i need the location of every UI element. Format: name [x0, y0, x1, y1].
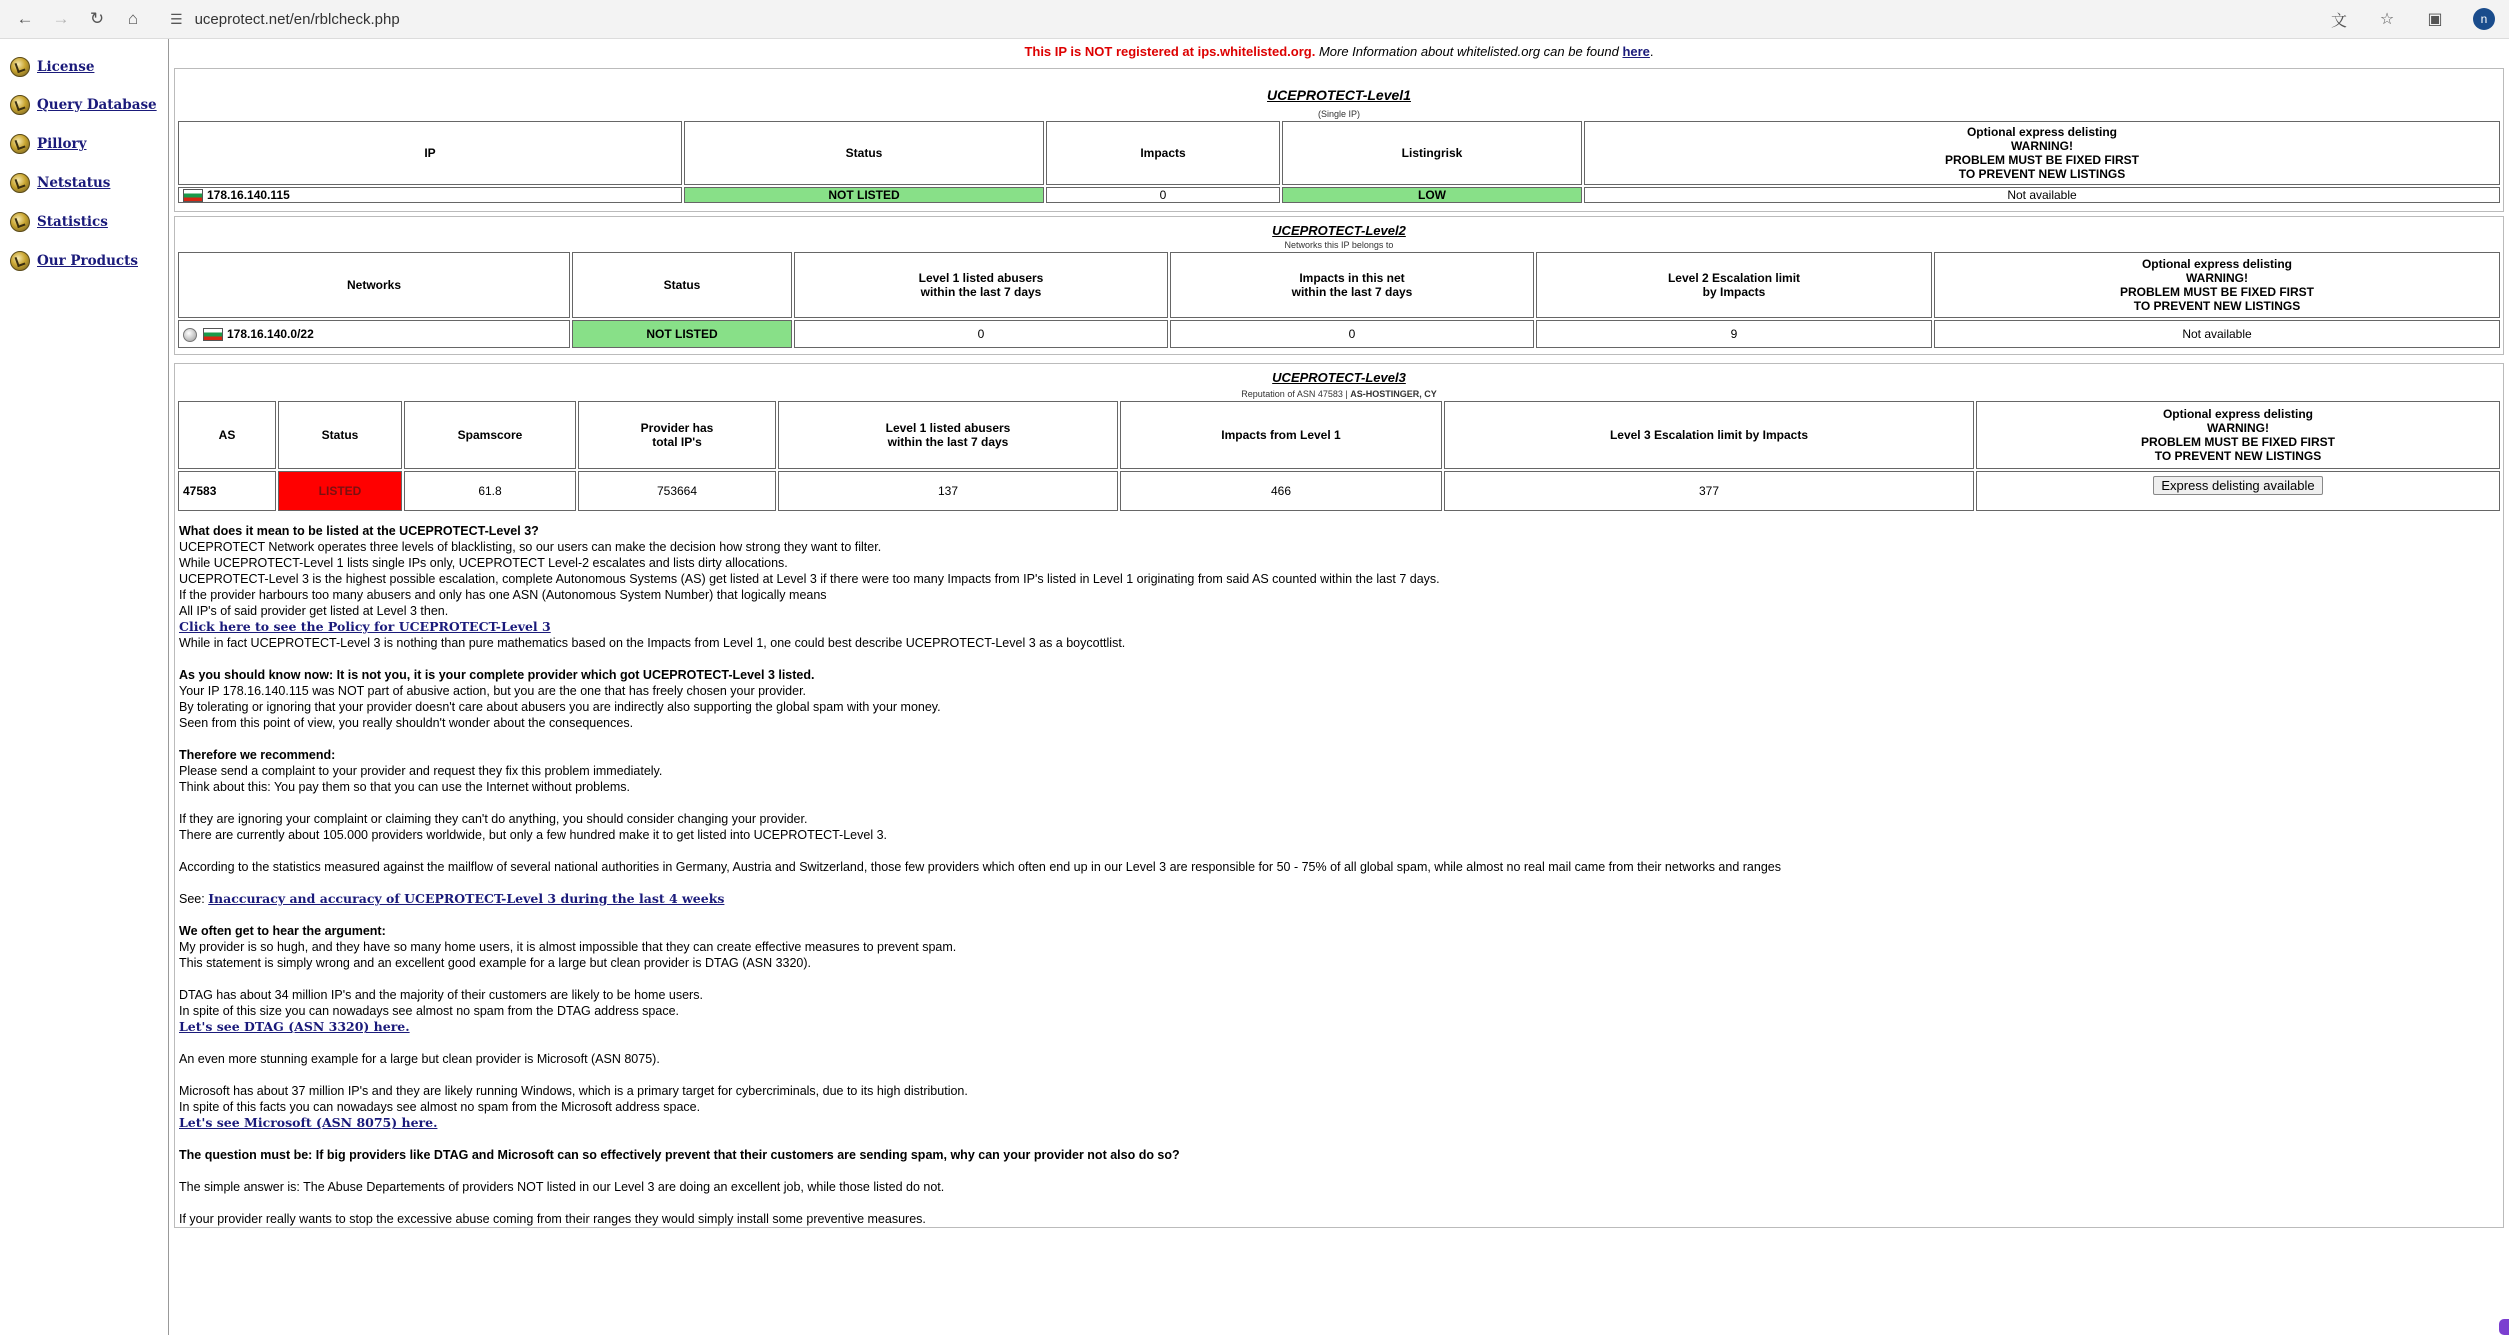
level3-header-optional-line3: PROBLEM MUST BE FIXED FIRST	[2140, 435, 2335, 450]
level3-escalation-value: 377	[1444, 471, 1974, 511]
express-delisting-button[interactable]: Express delisting available	[2153, 476, 2322, 495]
level2-escalation-value: 9	[1536, 320, 1932, 348]
level1-optional-value: Not available	[1584, 187, 2500, 203]
coin-checkmark-icon	[10, 173, 30, 193]
see-label: See:	[179, 892, 209, 907]
level1-header-listingrisk: Listingrisk	[1282, 121, 1582, 185]
explanation-heading-4: We often get to hear the argument:	[179, 924, 386, 939]
explanation-p1b: While in fact UCEPROTECT-Level 3 is nothing than pure mathematics based on the Impacts from Level 1, one could best describe UCEPROTECT-Level 3 as a boycottlist.	[179, 636, 1126, 651]
explanation-p7-line2: In spite of this size you can nowadays see almost no spam from the DTAG address space.	[179, 1004, 680, 1019]
level3-status-badge: LISTED	[278, 471, 402, 511]
level3-table	[176, 399, 2502, 513]
main-content	[174, 39, 2504, 1335]
explanation-p6-line1: My provider is so hugh, and they have so many home users, it is almost impossible that they can create effective measures to prevent spam.	[179, 940, 957, 955]
explanation-p9-line1: Microsoft has about 37 million IP's and they are likely running Windows, which is a primary target for cybercriminals, due to its high distribution.	[179, 1084, 968, 1099]
level1-table	[176, 119, 2502, 205]
level2-header-l1-abusers-line1: Level 1 listed abusers	[918, 271, 1044, 286]
level2-header-optional-line3: PROBLEM MUST BE FIXED FIRST	[2119, 285, 2314, 300]
level2-header-escalation	[1536, 252, 1932, 318]
sidebar-link-our-products[interactable]: Our Products	[37, 253, 138, 269]
sidebar-item-our-products[interactable]	[0, 249, 168, 273]
whitelist-notice-end: .	[1649, 44, 1654, 59]
whitelist-here-link[interactable]: here	[1622, 44, 1650, 59]
level1-ip-cell	[178, 187, 682, 203]
level3-l1-abusers-value: 137	[778, 471, 1118, 511]
explanation-heading-3: Therefore we recommend:	[179, 748, 336, 763]
explanation-p10: The simple answer is: The Abuse Departements of providers NOT listed in our Level 3 are doing an excellent job, while those listed do not.	[179, 1180, 945, 1195]
level3-header-escalation: Level 3 Escalation limit by Impacts	[1444, 401, 1974, 469]
explanation-p4-line2: There are currently about 105.000 providers worldwide, but only a few hundred make it to get listed into UCEPROTECT-Level 3.	[179, 828, 887, 843]
level2-table	[176, 250, 2502, 350]
level1-status-badge: NOT LISTED	[684, 187, 1044, 203]
level1-impacts-value: 0	[1046, 187, 1280, 203]
sidebar-link-netstatus[interactable]: Netstatus	[37, 175, 111, 191]
coin-checkmark-icon	[10, 95, 30, 115]
bulgaria-flag-icon	[203, 328, 223, 341]
site-info-icon[interactable]: ☰	[170, 10, 183, 27]
level3-header-provider-ips-line2: total IP's	[652, 435, 702, 450]
accuracy-link[interactable]: Inaccuracy and accuracy of UCEPROTECT-Level 3 during the last 4 weeks	[208, 891, 725, 907]
level2-status-badge: NOT LISTED	[572, 320, 792, 348]
level2-header-networks: Networks	[178, 252, 570, 318]
level3-header-status: Status	[278, 401, 402, 469]
level3-header-spamscore: Spamscore	[404, 401, 576, 469]
explanation-p3-line2: Think about this: You pay them so that you can use the Internet without problems.	[179, 780, 630, 795]
level2-header-impacts	[1170, 252, 1534, 318]
translate-icon[interactable]: 文	[2330, 12, 2347, 30]
microsoft-link[interactable]: Let's see Microsoft (ASN 8075) here.	[179, 1115, 438, 1131]
level2-header-impacts-line2: within the last 7 days	[1291, 285, 1413, 300]
level2-header-l1-abusers	[794, 252, 1168, 318]
sidebar-item-statistics[interactable]	[0, 210, 168, 234]
level3-header-optional-line4: TO PREVENT NEW LISTINGS	[2154, 449, 2322, 464]
level3-header-l1-abusers-line1: Level 1 listed abusers	[885, 421, 1011, 436]
level3-header-l1-abusers-line2: within the last 7 days	[887, 435, 1009, 450]
sidebar-link-pillory[interactable]: Pillory	[37, 136, 87, 152]
level2-network-cell	[178, 320, 570, 348]
bulgaria-flag-icon	[183, 189, 203, 202]
level1-header-optional-line2: WARNING!	[2011, 139, 2073, 153]
level2-panel	[174, 216, 2504, 355]
level3-impacts-value: 466	[1120, 471, 1442, 511]
sidebar-nav	[0, 39, 169, 1335]
table-row	[178, 187, 2500, 203]
explanation-p4-line1: If they are ignoring your complaint or claiming they can't do anything, you should consider changing your provider.	[179, 812, 808, 827]
explanation-p1-line4: If the provider harbours too many abusers and only has one ASN (Autonomous System Number) that logically means	[179, 588, 827, 603]
level2-impacts-value: 0	[1170, 320, 1534, 348]
explanation-p2-line3: Seen from this point of view, you really shouldn't wonder about the consequences.	[179, 716, 634, 731]
level3-as-value: 47583	[178, 471, 276, 511]
whitelist-notice-warning: This IP is NOT registered at ips.whitelisted.org.	[1024, 44, 1316, 59]
whitelist-notice	[174, 44, 2504, 60]
level2-optional-value: Not available	[1934, 320, 2500, 348]
level1-panel	[174, 68, 2504, 212]
level3-explanation	[175, 523, 2503, 1227]
level2-header-optional-line2: WARNING!	[2186, 271, 2248, 286]
level3-spamscore-value: 61.8	[404, 471, 576, 511]
home-icon[interactable]: ⌂	[127, 9, 139, 28]
sidebar-item-query-database[interactable]	[0, 93, 168, 117]
level3-header-l1-abusers	[778, 401, 1118, 469]
level2-header-escalation-line1: Level 2 Escalation limit	[1667, 271, 1801, 286]
whitelist-notice-info: More Information about whitelisted.org can be found	[1315, 44, 1623, 59]
sidebar-item-pillory[interactable]	[0, 132, 168, 156]
explanation-p2-line2: By tolerating or ignoring that your provider doesn't care about abusers you are indirectly also supporting the global spam with your money.	[179, 700, 941, 715]
level1-header-optional-line1: Optional express delisting	[1966, 125, 2118, 139]
explanation-p3-line1: Please send a complaint to your provider and request they fix this problem immediately.	[179, 764, 663, 779]
level3-subtitle-prefix: Reputation of ASN 47583 |	[1241, 389, 1351, 400]
level2-header-l1-abusers-line2: within the last 7 days	[920, 285, 1042, 300]
explanation-p1-line2: While UCEPROTECT-Level 1 lists single IPs only, UCEPROTECT Level-2 escalates and lists dirty allocations.	[179, 556, 788, 571]
url-text[interactable]: uceprotect.net/en/rblcheck.php	[194, 10, 400, 28]
level2-header-optional-line1: Optional express delisting	[2141, 257, 2293, 272]
dtag-link[interactable]: Let's see DTAG (ASN 3320) here.	[179, 1019, 410, 1035]
explanation-p8: An even more stunning example for a large but clean provider is Microsoft (ASN 8075).	[179, 1052, 660, 1067]
explanation-heading-5: The question must be: If big providers like DTAG and Microsoft can so effectively prevent that their customers are sending spam, why can your provider not also do so?	[179, 1148, 1180, 1163]
level3-title: UCEPROTECT-Level3	[1272, 370, 1406, 386]
level1-header-optional-line3: PROBLEM MUST BE FIXED FIRST	[1944, 153, 2139, 167]
level3-asn-name: AS-HOSTINGER, CY	[1350, 389, 1437, 400]
explanation-p7-line1: DTAG has about 34 million IP's and the majority of their customers are likely to be home users.	[179, 988, 703, 1003]
level3-provider-ips-value: 753664	[578, 471, 776, 511]
extensions-icon[interactable]: ▣	[2427, 11, 2443, 28]
level1-header-optional-line4: TO PREVENT NEW LISTINGS	[1958, 167, 2126, 181]
level3-header-optional-line1: Optional express delisting	[2162, 407, 2314, 422]
explanation-p1-line3: UCEPROTECT-Level 3 is the highest possible escalation, complete Autonomous Systems (AS) get listed at Level 3 if there were too many Impacts from IP's listed in Level 1 originating from said AS counted within the last 7 days.	[179, 572, 1440, 587]
level3-header-impacts: Impacts from Level 1	[1120, 401, 1442, 469]
coin-checkmark-icon	[10, 212, 30, 232]
level2-title: UCEPROTECT-Level2	[1272, 223, 1406, 239]
reload-icon[interactable]: ↻	[89, 9, 105, 28]
level1-title: UCEPROTECT-Level1	[1267, 87, 1411, 103]
sidebar-item-netstatus[interactable]	[0, 171, 168, 195]
sidebar-link-query-database[interactable]: Query Database	[37, 97, 157, 113]
explanation-p2-line1: Your IP 178.16.140.115 was NOT part of abusive action, but you are the one that has freely chosen your provider.	[179, 684, 807, 699]
explanation-p6-line2: This statement is simply wrong and an excellent good example for a large but clean provider is DTAG (ASN 3320).	[179, 956, 812, 971]
level1-header-status: Status	[684, 121, 1044, 185]
explanation-p5: According to the statistics measured against the mailflow of several national authorities in Germany, Austria and Switzerland, those few providers which often end up in our Level 3 are responsible for 50 - 75% of all global spam, while almost no real mail came from their networks and ranges	[179, 860, 1781, 875]
level2-header-optional	[1934, 252, 2500, 318]
level2-l1-abusers-value: 0	[794, 320, 1168, 348]
explanation-p1-line1: UCEPROTECT Network operates three levels of blacklisting, so our users can make the decision how strong they want to filter.	[179, 540, 882, 555]
forward-icon[interactable]: →	[52, 9, 70, 28]
network-globe-icon	[183, 328, 197, 342]
table-row	[178, 320, 2500, 348]
profile-avatar[interactable]: n	[2473, 8, 2495, 30]
explanation-p1-line5: All IP's of said provider get listed at Level 3 then.	[179, 604, 449, 619]
bookmark-star-icon[interactable]: ☆	[2379, 11, 2395, 28]
level1-subtitle: (Single IP)	[1317, 109, 1361, 119]
policy-level3-link[interactable]: Click here to see the Policy for UCEPROTECT-Level 3	[179, 619, 551, 635]
level3-panel	[174, 363, 2504, 1228]
level3-header-provider-ips	[578, 401, 776, 469]
level3-optional-cell	[1976, 471, 2500, 511]
explanation-heading-1: What does it mean to be listed at the UCEPROTECT-Level 3?	[179, 524, 539, 539]
level1-header-optional	[1584, 121, 2500, 185]
level2-header-optional-line4: TO PREVENT NEW LISTINGS	[2133, 299, 2301, 314]
level1-header-impacts: Impacts	[1046, 121, 1280, 185]
back-icon[interactable]: ←	[16, 9, 34, 28]
level3-header-provider-ips-line1: Provider has	[640, 421, 714, 436]
address-bar[interactable]	[170, 5, 2350, 33]
level2-header-status: Status	[572, 252, 792, 318]
level3-subtitle	[175, 389, 2503, 399]
sidebar-item-license[interactable]	[0, 55, 168, 79]
sidebar-link-license[interactable]: License	[37, 59, 95, 75]
level1-listingrisk-badge: LOW	[1282, 187, 1582, 203]
level3-header-optional-line2: WARNING!	[2207, 421, 2269, 436]
coin-checkmark-icon	[10, 57, 30, 77]
sidebar-link-statistics[interactable]: Statistics	[37, 214, 108, 230]
level2-header-escalation-line2: by Impacts	[1702, 285, 1766, 300]
scroll-indicator[interactable]	[2499, 1319, 2509, 1335]
level2-subtitle: Networks this IP belongs to	[1284, 240, 1394, 251]
level2-network-value: 178.16.140.0/22	[227, 326, 314, 341]
level1-header-ip: IP	[178, 121, 682, 185]
explanation-p9-line2: In spite of this facts you can nowadays see almost no spam from the Microsoft address space.	[179, 1100, 701, 1115]
browser-toolbar	[0, 0, 2509, 39]
explanation-heading-2: As you should know now: It is not you, it is your complete provider which got UCEPROTECT-Level 3 listed.	[179, 668, 815, 683]
coin-checkmark-icon	[10, 134, 30, 154]
level2-header-impacts-line1: Impacts in this net	[1299, 271, 1405, 286]
explanation-p11: If your provider really wants to stop the excessive abuse coming from their ranges they would simply install some preventive measures.	[179, 1212, 926, 1227]
coin-checkmark-icon	[10, 251, 30, 271]
level1-ip-value: 178.16.140.115	[207, 188, 290, 202]
level3-header-as: AS	[178, 401, 276, 469]
table-row	[178, 471, 2500, 511]
level3-header-optional	[1976, 401, 2500, 469]
